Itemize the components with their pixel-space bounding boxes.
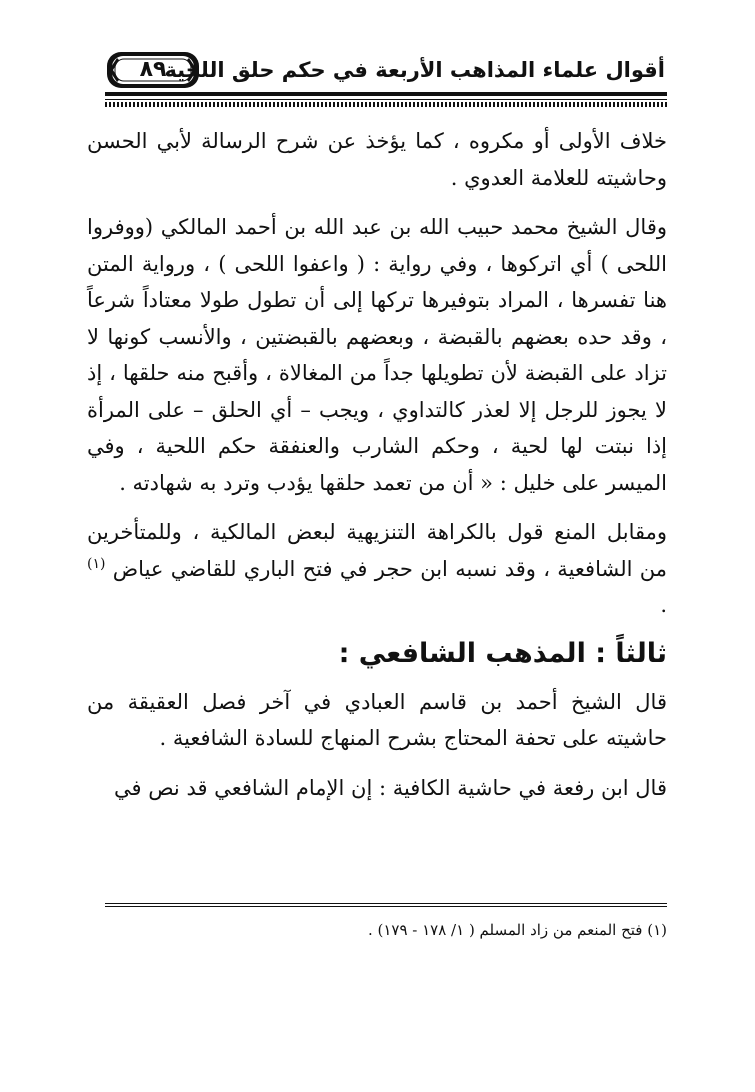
- main-text: [87, 123, 667, 806]
- header-rule-hatched: [105, 102, 667, 107]
- paragraph-with-footnote: [87, 514, 667, 624]
- header-rule-thick: [105, 92, 667, 96]
- footnote-separator: [105, 906, 667, 907]
- paragraph-end-mark: .: [660, 593, 667, 617]
- paragraph-text: ومقابل المنع قول بالكراهة التنزيهية لبعض المالكية ، وللمتأخرين من الشافعية ، وقد نسبه ابن حجر في فتح الباري للقاضي عياض: [87, 520, 667, 581]
- footnote: (١) فتح المنعم من زاد المسلم ( ١/ ١٧٨ - ١٧٩) .: [367, 921, 667, 939]
- footnote-reference[interactable]: (١): [87, 555, 106, 572]
- paragraph: خلاف الأولى أو مكروه ، كما يؤخذ عن شرح الرسالة لأبي الحسن وحاشيته للعلامة العدوي .: [87, 129, 667, 190]
- page-number: ٨٩: [139, 57, 167, 82]
- header-rule-thin: [105, 99, 667, 100]
- footnote-separator: [105, 903, 667, 904]
- paragraph: قال الشيخ أحمد بن قاسم العبادي في آخر فصل العقيقة من حاشيته على تحفة المحتاج بشرح المنهاج للسادة الشافعية .: [87, 689, 667, 750]
- section-heading: ثالثاً : المذهب الشافعي :: [338, 637, 667, 669]
- paragraph: قال ابن رفعة في حاشية الكافية : إن الإمام الشافعي قد نص في: [113, 775, 667, 800]
- running-title: أقوال علماء المذاهب الأربعة في حكم حلق اللحية: [164, 58, 665, 82]
- paragraph: وقال الشيخ محمد حبيب الله بن عبد الله بن أحمد المالكي (ووفروا اللحى ) أي اتركوها ، وفي رواية : ( واعفوا اللحى ) ، ورواية المتن هنا تفسرها ، المراد بتوفيرها تركها إلى أن تطول طولا معتاداً شرعاً ، وقد حده بعضهم بالقبضة ، وبعضهم بالقبضتين ، والأنسب كونها لا تزاد على القبضة لأن تطويلها جداً من المغالاة ، وأقبح منه حلقها ، إذ لا يجوز للرجل إلا لعذر كالتداوي ، ويجب – أي الحلق – على المرأة إذا نبتت لها لحية ، وحكم الشارب والعنفقة حكم اللحية ، وفي الميسر على خليل : « أن من تعمد حلقها يؤدب وترد به شهادته .: [87, 215, 667, 495]
- page-header: [105, 40, 665, 100]
